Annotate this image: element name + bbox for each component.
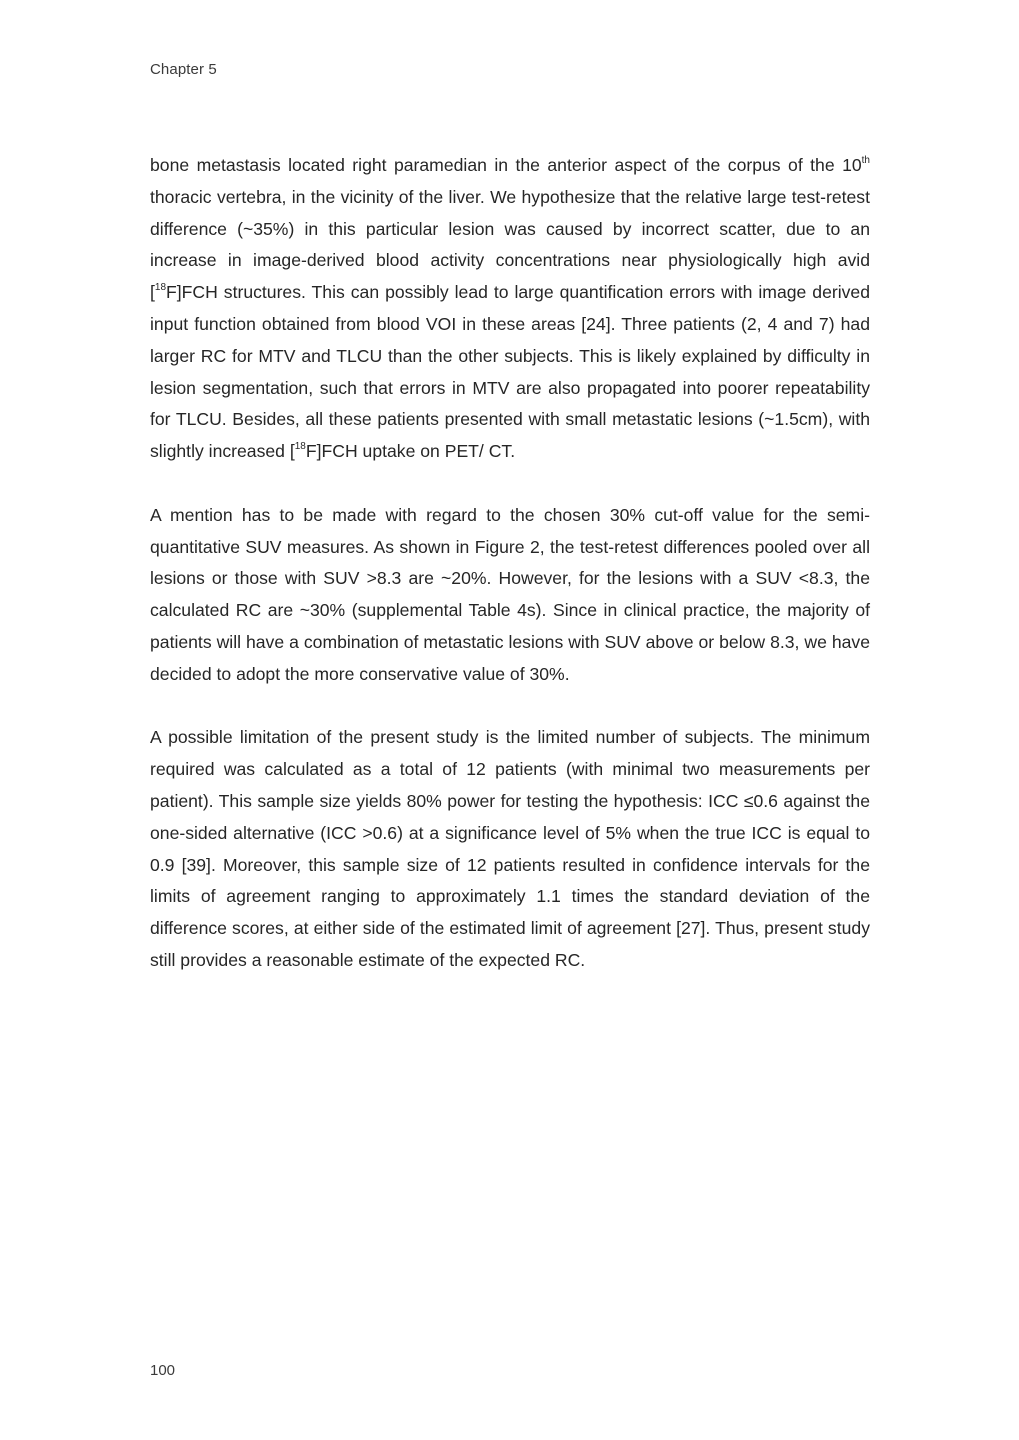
paragraph-1-text-c: F]FCH structures. This can possibly lead to large quantification errors with image derived input function obtained from blood VOI in these areas [24]. Three patients (2, 4 and 7) had larger RC for MTV and TLCU than the other subjects. This is likely explained by difficulty in lesion segmentation, such that errors in MTV are also propagated into poorer repeatability for TLCU. Besides, all these patients presented with small metastatic lesions (~1.5cm), with slightly increased [ <box>150 282 870 462</box>
isotope-superscript: 18 <box>294 441 306 453</box>
paragraph-1-text-d: F]FCH uptake on PET/ CT. <box>305 441 516 462</box>
paragraph-1-text-b: thoracic vertebra, in the vicinity of the liver. We hypothesize that the relative large test-retest difference (~35%) in this particular lesion was caused by incorrect scatter, due to an increase in image-derived blood activity concentrations near physiologically high avid [ <box>150 186 870 303</box>
page-number: 100 <box>150 1362 176 1379</box>
paragraph-1-text-a: bone metastasis located right paramedian in the anterior aspect of the corpus of the 10 <box>150 155 862 175</box>
paragraph-3: A possible limitation of the present study is the limited number of subjects. The minimum required was calculated as a total of 12 patients (with minimal two measurements per patient). This sample size yields 80% power for testing the hypothesis: ICC ≤0.6 against the one-sided alternative (ICC >0.6) at a significance level of 5% when the true ICC is equal to 0.9 [39]. Moreover, this sample size of 12 patients resulted in confidence intervals for the limits of agreement ranging to approximately 1.1 times the standard deviation of the difference scores, at either side of the estimated limit of agreement [27]. Thus, present study still provides a reasonable estimate of the expected RC. <box>150 727 870 970</box>
ordinal-superscript: th <box>861 155 870 167</box>
running-header: Chapter 5 <box>150 61 217 78</box>
paragraph-1 <box>150 150 870 468</box>
paragraph-2: A mention has to be made with regard to the chosen 30% cut-off value for the semi-quantitative SUV measures. As shown in Figure 2, the test-retest differences pooled over all lesions or those with SUV >8.3 are ~20%. However, for the lesions with a SUV <8.3, the calculated RC are ~30% (supplemental Table 4s). Since in clinical practice, the majority of patients will have a combination of metastatic lesions with SUV above or below 8.3, we have decided to adopt the more conservative value of 30%. <box>150 504 870 684</box>
isotope-superscript: 18 <box>154 282 167 294</box>
body-text <box>150 150 870 1009</box>
